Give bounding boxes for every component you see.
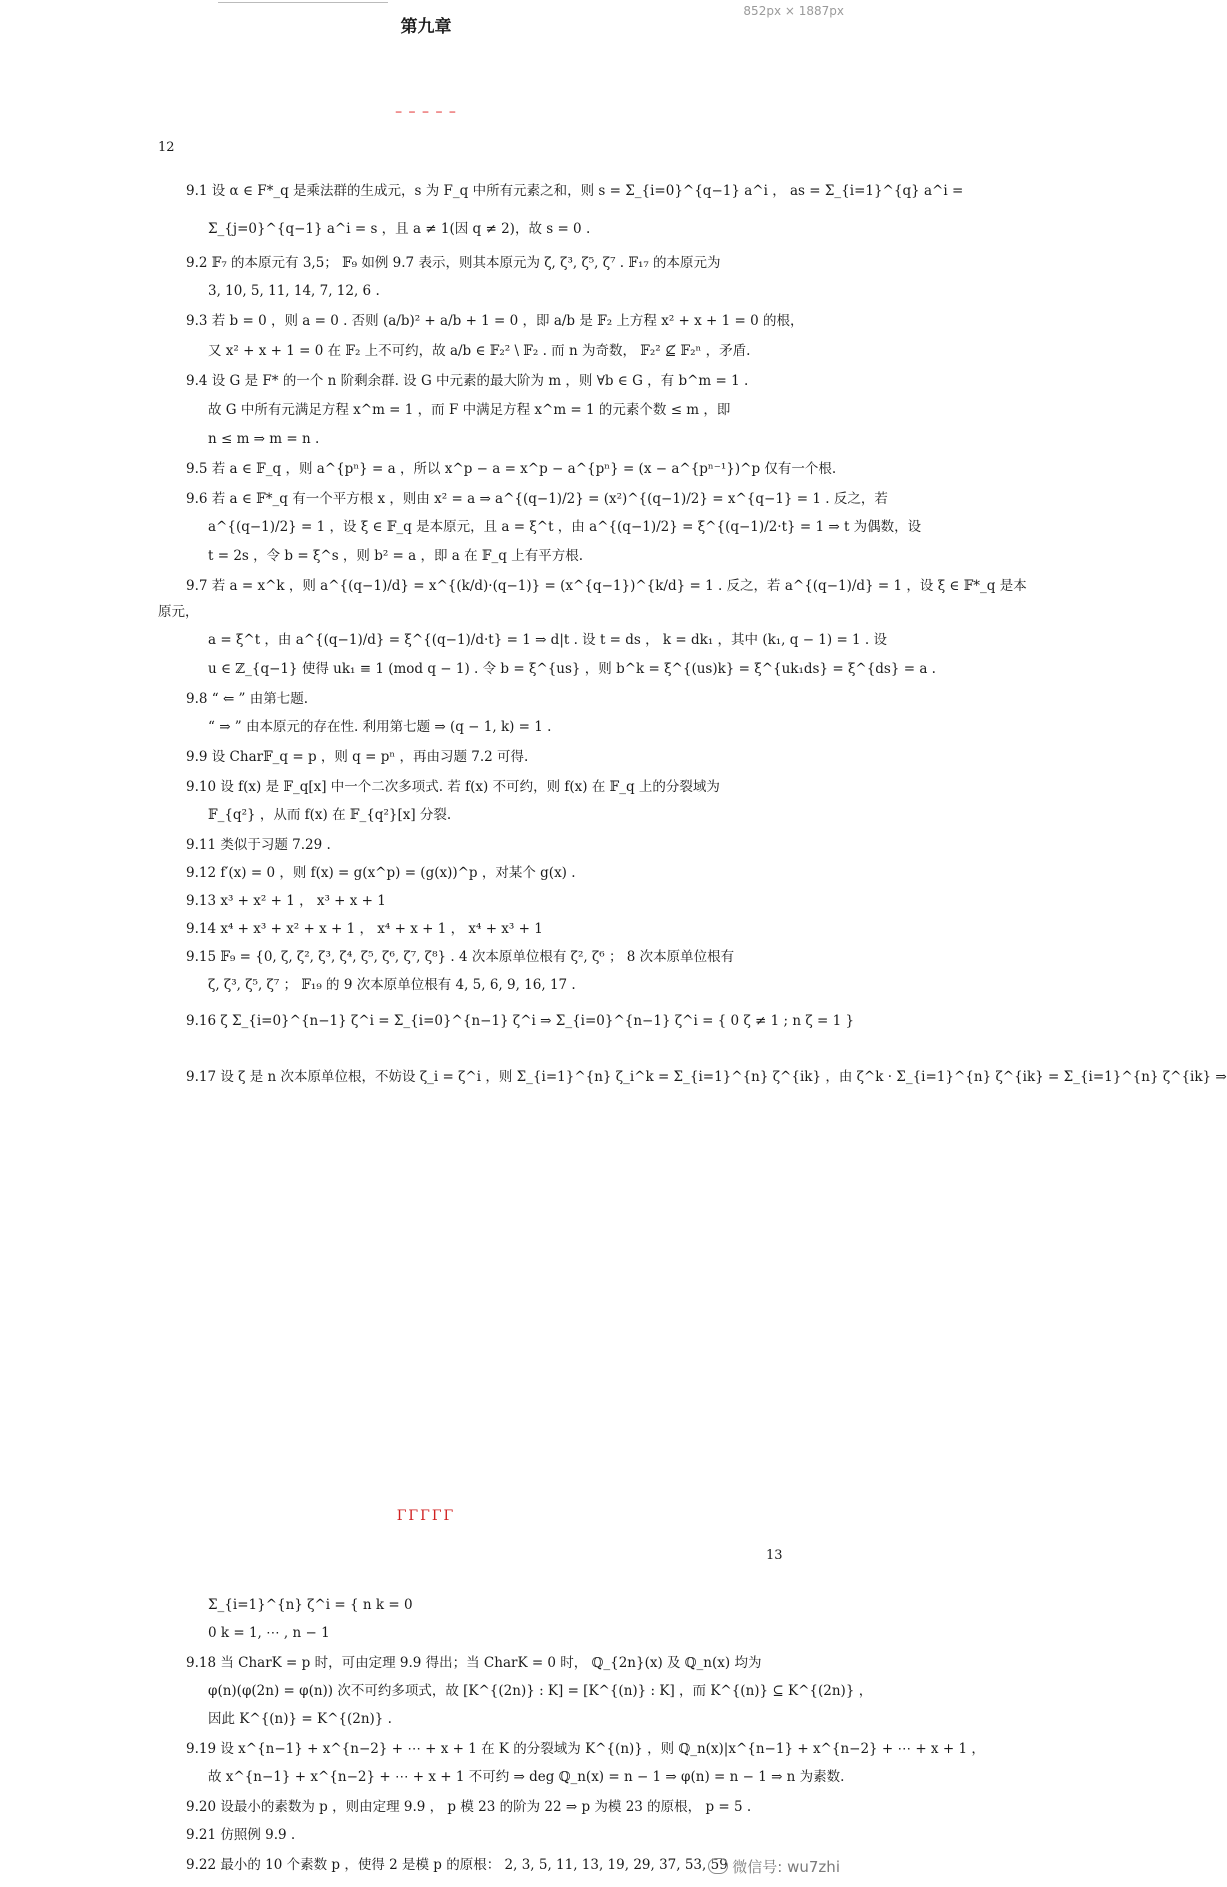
page1-text-line: a = ξ^t ，由 a^{(q−1)/d} = ξ^{(q−1)/d·t} = 1 ⇒ d|t . 设 t = ds ， k = dk₁ ，其中 (k₁, q − 1) = 1 . 设 (208, 632, 888, 648)
page1-text-line: 𝔽_{q²} ，从而 f(x) 在 𝔽_{q²}[x] 分裂. (208, 807, 452, 823)
page1-text-line: u ∈ ℤ_{q−1} 使得 uk₁ ≡ 1 (mod q − 1) . 令 b = ξ^{us} ，则 b^k = ξ^{(us)k} = ξ^{uk₁ds} = ξ^{ds} = a . (208, 661, 936, 677)
page-number-13: 13 (766, 1548, 783, 1563)
page1-text-line: 9.16 ζ Σ_{i=0}^{n−1} ζ^i = Σ_{i=0}^{n−1} ζ^i ⇒ Σ_{i=0}^{n−1} ζ^i = { 0 ζ ≠ 1 ; n ζ = 1 } (186, 1013, 855, 1029)
page2-text-line: φ(n)(φ(2n) = φ(n)) 次不可约多项式，故 [K^{(2n)} : K] = [K^{(n)} : K] ，而 K^{(n)} ⊆ K^{(2n)} ， (208, 1683, 873, 1699)
page2-text-line: 9.19 设 x^{n−1} + x^{n−2} + ⋯ + x + 1 在 K 的分裂域为 K^{(n)} ，则 ℚ_n(x)|x^{n−1} + x^{n−2} + ⋯ + x + 1 ， (186, 1741, 985, 1757)
page1-text-line: 9.2 𝔽₇ 的本原元有 3,5； 𝔽₉ 如例 9.7 表示，则其本原元为 ζ, ζ³, ζ⁵, ζ⁷ . 𝔽₁₇ 的本原元为 (186, 255, 721, 271)
page1-text-line: “ ⇒ ” 由本原元的存在性. 利用第七题 ⇒ (q − 1, k) = 1 . (208, 719, 552, 735)
red-dash-mark: – – – – – (395, 104, 457, 120)
page1-text-line: 9.1 设 α ∈ F*_q 是乘法群的生成元，s 为 F_q 中所有元素之和，则 s = Σ_{i=0}^{q−1} a^i ， as = Σ_{i=1}^{q} a^i = (186, 183, 964, 199)
watermark-text: 微信号: wu7zhi (732, 1858, 840, 1876)
page1-text-line: 9.15 𝔽₉ = {0, ζ, ζ², ζ³, ζ⁴, ζ⁵, ζ⁶, ζ⁷, ζ⁸} . 4 次本原单位根有 ζ², ζ⁶ ； 8 次本原单位根有 (186, 949, 735, 965)
page2-text-line: 故 x^{n−1} + x^{n−2} + ⋯ + x + 1 不可约 ⇒ deg ℚ_n(x) = n − 1 ⇒ φ(n) = n − 1 ⇒ n 为素数. (208, 1769, 845, 1785)
page-number-12: 12 (158, 140, 175, 155)
page2-text-line: 0 k = 1, ⋯ , n − 1 (208, 1625, 330, 1641)
page1-text-line: 9.4 设 G 是 F* 的一个 n 阶剩余群. 设 G 中元素的最大阶为 m ，则 ∀b ∈ G ，有 b^m = 1 . (186, 373, 749, 389)
chapter-title: 第九章 (400, 17, 452, 37)
page1-text-line: a^{(q−1)/2} = 1 ，设 ξ ∈ 𝔽_q 是本原元，且 a = ξ^t ，由 a^{(q−1)/2} = ξ^{(q−1)/2·t} = 1 ⇒ t 为偶数，设 (208, 519, 922, 535)
page1-text-line: 9.17 设 ζ 是 n 次本原单位根，不妨设 ζ_i = ζ^i ，则 Σ_{i=1}^{n} ζ_i^k = Σ_{i=1}^{n} ζ^{ik} ，由 ζ^k · Σ_{i=1}^{n} ζ^{ik} = Σ_{i=1}^{n} ζ^{ik} ⇒ (186, 1069, 1227, 1085)
page2-text-line: 因此 K^{(n)} = K^{(2n)} . (208, 1711, 392, 1727)
red-mark: ΓΓΓΓΓ (396, 1508, 456, 1524)
page1-text-line: 原元， (158, 604, 199, 620)
page1-text-line: 9.6 若 a ∈ 𝔽*_q 有一个平方根 x ，则由 x² = a ⇒ a^{(q−1)/2} = (x²)^{(q−1)/2} = x^{q−1} = 1 . 反之，若 (186, 491, 888, 507)
page2-text-line: 9.18 当 CharK = p 时，可由定理 9.9 得出；当 CharK = 0 时， ℚ_{2n}(x) 及 ℚ_n(x) 均为 (186, 1655, 762, 1671)
page1-text-line: 9.5 若 a ∈ 𝔽_q ，则 a^{pⁿ} = a ，所以 x^p − a = x^p − a^{pⁿ} = (x − a^{pⁿ⁻¹})^p 仅有一个根. (186, 461, 837, 477)
page1-text-line: 故 G 中所有元满足方程 x^m = 1 ，而 F 中满足方程 x^m = 1 的元素个数 ≤ m ，即 (208, 402, 731, 418)
page1-text-line: ζ, ζ³, ζ⁵, ζ⁷ ； 𝔽₁₉ 的 9 次本原单位根有 4, 5, 6, 9, 16, 17 . (208, 977, 576, 993)
page1-text-line: Σ_{j=0}^{q−1} a^i = s ，且 a ≠ 1(因 q ≠ 2)，故 s = 0 . (208, 221, 591, 237)
page1-text-line: 9.14 x⁴ + x³ + x² + x + 1 ， x⁴ + x + 1 ， x⁴ + x³ + 1 (186, 921, 543, 937)
page1-text-line: 9.12 f′(x) = 0 ，则 f(x) = g(x^p) = (g(x))^p ，对某个 g(x) . (186, 865, 576, 881)
page1-text-line: 9.11 类似于习题 7.29 . (186, 837, 331, 853)
page2-text-line: 9.20 设最小的素数为 p ，则由定理 9.9 ， p 模 23 的阶为 22 ⇒ p 为模 23 的原根， p = 5 . (186, 1799, 752, 1815)
page1-text-line: 9.7 若 a = x^k ，则 a^{(q−1)/d} = x^{(k/d)·(q−1)} = (x^{q−1})^{k/d} = 1 . 反之，若 a^{(q−1)/d} = 1 ，设 ξ ∈ 𝔽*_q 是本 (186, 578, 1027, 594)
page1-text-line: n ≤ m ⇒ m = n . (208, 431, 320, 447)
page1-text-line: 9.13 x³ + x² + 1 ， x³ + x + 1 (186, 893, 386, 909)
page1-text-line: 3, 10, 5, 11, 14, 7, 12, 6 . (208, 283, 380, 299)
wechat-watermark (708, 1856, 840, 1877)
page1-text-line: 又 x² + x + 1 = 0 在 𝔽₂ 上不可约，故 a/b ∈ 𝔽₂² \ 𝔽₂ . 而 n 为奇数， 𝔽₂² ⊈ 𝔽₂ⁿ ，矛盾. (208, 343, 751, 359)
page2-text-line: 9.22 最小的 10 个素数 p ，使得 2 是模 p 的原根： 2, 3, 5, 11, 13, 19, 29, 37, 53, 59 (186, 1857, 728, 1873)
clipped-top-line (218, 2, 388, 3)
image-dimensions: 852px × 1887px (743, 4, 844, 18)
page1-text-line: t = 2s ，令 b = ξ^s ，则 b² = a ，即 a 在 𝔽_q 上有平方根. (208, 548, 583, 564)
page1-text-line: 9.8 “ ⇐ ” 由第七题. (186, 691, 309, 707)
wechat-icon (708, 1858, 728, 1874)
page1-text-line: 9.10 设 f(x) 是 𝔽_q[x] 中一个二次多项式. 若 f(x) 不可约，则 f(x) 在 𝔽_q 上的分裂域为 (186, 779, 720, 795)
page2-text-line: 9.21 仿照例 9.9 . (186, 1827, 296, 1843)
page1-text-line: 9.3 若 b = 0 ，则 a = 0 . 否则 (a/b)² + a/b + 1 = 0 ，即 a/b 是 𝔽₂ 上方程 x² + x + 1 = 0 的根， (186, 313, 804, 329)
page2-text-line: Σ_{i=1}^{n} ζ^i = { n k = 0 (208, 1597, 413, 1613)
page1-text-line: 9.9 设 Char𝔽_q = p ，则 q = pⁿ ，再由习题 7.2 可得. (186, 749, 529, 765)
